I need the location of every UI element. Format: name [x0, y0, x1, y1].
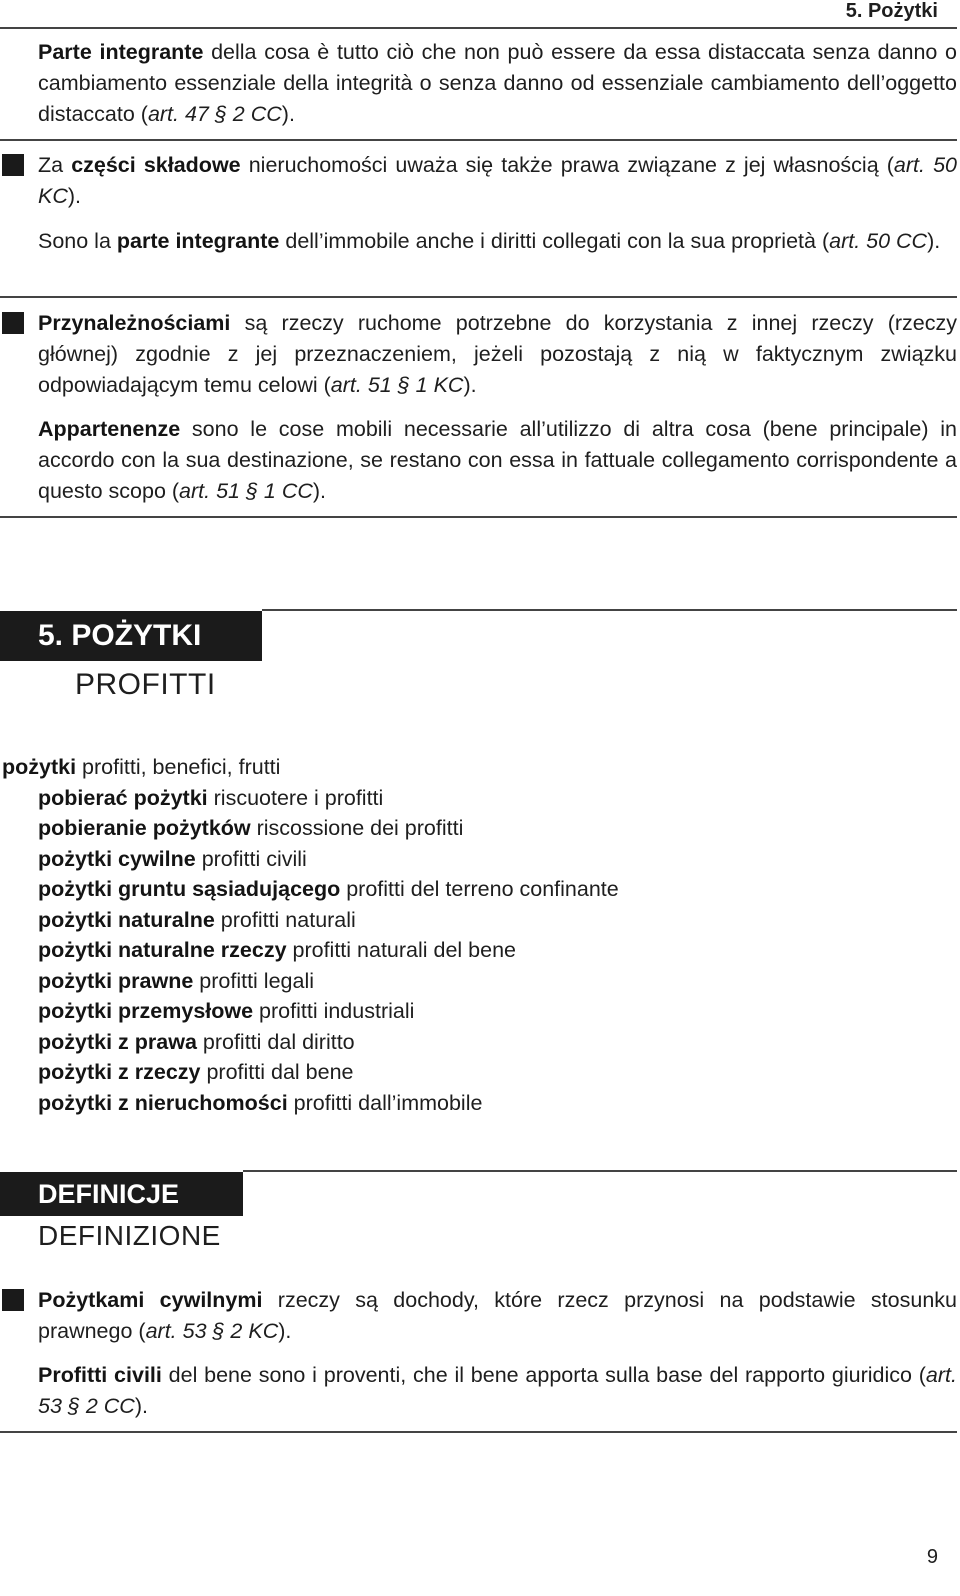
- term-bold: Pożytkami cywilnymi: [38, 1288, 263, 1312]
- glossary-entry: [38, 1027, 355, 1058]
- square-bullet-icon: [2, 312, 24, 334]
- glossary-entry: [38, 813, 463, 844]
- glossary-translation: profitti industriali: [253, 999, 415, 1023]
- glossary-translation: profitti naturali del bene: [286, 938, 517, 962]
- divider: [0, 296, 957, 298]
- term-bold: Parte integrante: [38, 40, 204, 64]
- glossary-term: pobieranie pożytków: [38, 816, 251, 840]
- paragraph-text: sono le cose mobili necessarie all’utilizzo di altra cosa (bene principale) in accordo con la sua destinazione, se restano con essa in fattuale collegamento corrispondente a questo scopo (: [38, 417, 957, 503]
- paragraph-end: ).: [312, 479, 327, 503]
- section-rule: [243, 1170, 957, 1172]
- paragraph-czesci-skladowe: [38, 150, 957, 212]
- article-reference: art. 51 § 1 CC: [179, 479, 313, 503]
- square-bullet-icon: [2, 154, 24, 176]
- divider: [0, 1431, 957, 1433]
- glossary-entry: [38, 874, 619, 905]
- article-reference: art. 51 § 1 KC: [330, 373, 464, 397]
- paragraph-text: del bene sono i proventi, che il bene apporta sulla base del rapporto giuridico (: [161, 1363, 926, 1387]
- glossary-translation: profitti dal diritto: [196, 1030, 355, 1054]
- glossary-translation: profitti civili: [195, 847, 307, 871]
- glossary-entry: [38, 783, 383, 814]
- glossary-term: pożytki z rzeczy: [38, 1060, 201, 1084]
- definitions-title: DEFINICJE: [0, 1172, 243, 1216]
- paragraph-prefix: Sono la: [38, 229, 117, 253]
- glossary-term: pożytki gruntu sąsiadującego: [38, 877, 341, 901]
- paragraph-end: ).: [67, 184, 82, 208]
- glossary-term: pożytki przemysłowe: [38, 999, 254, 1023]
- article-reference: art. 53 § 2 KC: [145, 1319, 279, 1343]
- glossary-term: pożytki naturalne rzeczy: [38, 938, 287, 962]
- glossary-translation: profitti naturali: [214, 908, 356, 932]
- paragraph-prefix: Za: [38, 153, 72, 177]
- glossary-term: pożytki: [2, 755, 77, 779]
- term-bold: parte integrante: [116, 229, 280, 253]
- glossary-translation: profitti dal bene: [200, 1060, 354, 1084]
- paragraph-text: nieruchomości uważa się także prawa związane z jej własnością (: [240, 153, 894, 177]
- divider: [0, 516, 957, 518]
- article-reference: art. 53 § 2 CC: [38, 1363, 957, 1418]
- glossary-entry: [38, 935, 516, 966]
- glossary-entry: [38, 844, 307, 875]
- glossary-entry: [38, 1088, 482, 1119]
- paragraph-appartenenze: [38, 414, 957, 507]
- article-reference: art. 50 CC: [829, 229, 928, 253]
- paragraph-parte-integrante-immobile: [38, 226, 957, 257]
- glossary-translation: profitti legali: [193, 969, 315, 993]
- term-bold: Appartenenze: [38, 417, 181, 441]
- section-title: 5. POŻYTKI: [0, 611, 262, 661]
- paragraph-end: ).: [134, 1394, 148, 1418]
- divider: [0, 139, 957, 141]
- term-bold: Przynależnościami: [38, 311, 231, 335]
- glossary-term: pożytki cywilne: [38, 847, 196, 871]
- paragraph-end: ).: [281, 102, 295, 126]
- glossary-translation: profitti, benefici, frutti: [76, 755, 281, 779]
- header-rule: [0, 27, 957, 29]
- definitions-subtitle: DEFINIZIONE: [38, 1220, 221, 1251]
- glossary-term: pożytki prawne: [38, 969, 194, 993]
- glossary-entry: [38, 966, 314, 997]
- paragraph-end: ).: [278, 1319, 292, 1343]
- paragraph-profitti-civili: [38, 1360, 957, 1422]
- glossary-term: pożytki z prawa: [38, 1030, 197, 1054]
- term-bold: części składowe: [71, 153, 241, 177]
- glossary-term: pożytki z nieruchomości: [38, 1091, 288, 1115]
- glossary-translation: riscuotere i profitti: [207, 786, 384, 810]
- article-reference: art. 50 KC: [38, 153, 957, 208]
- glossary-term: pożytki naturalne: [38, 908, 215, 932]
- glossary-translation: riscossione dei profitti: [250, 816, 464, 840]
- paragraph-end: ).: [463, 373, 477, 397]
- paragraph-pozytki-cywilne: [38, 1285, 957, 1347]
- glossary-translation: profitti dall’immobile: [287, 1091, 483, 1115]
- paragraph-end: ).: [927, 229, 941, 253]
- paragraph-parte-integrante: [38, 37, 957, 130]
- paragraph-przynaleznosci: [38, 308, 957, 401]
- paragraph-text: rzeczy są dochody, które rzecz przynosi na podstawie stosunku prawnego (: [38, 1288, 957, 1343]
- term-bold: Profitti civili: [38, 1363, 162, 1387]
- paragraph-text: dell’immobile anche i diritti collegati con la sua proprietà (: [279, 229, 830, 253]
- glossary-entry: [38, 1057, 354, 1088]
- article-reference: art. 47 § 2 CC: [147, 102, 282, 126]
- square-bullet-icon: [2, 1289, 24, 1311]
- running-header: 5. Pożytki: [845, 0, 938, 22]
- paragraph-text: są rzeczy ruchome potrzebne do korzystania z innej rzeczy (rzeczy głównej) zgodnie z jej przeznaczeniem, jeżeli pozostają z nią w faktycznym związku odpowiadającym temu celowi (: [38, 311, 957, 397]
- paragraph-text: della cosa è tutto ciò che non può essere da essa distaccata senza danno o cambiamento essenziale della integrità o senza danno od essenziale cambiamento dell’oggetto distaccato (: [38, 40, 958, 126]
- glossary-term: pobierać pożytki: [38, 786, 208, 810]
- section-rule: [262, 609, 957, 611]
- glossary-translation: profitti del terreno confinante: [340, 877, 619, 901]
- glossary-entry: [38, 996, 414, 1027]
- section-subtitle: PROFITTI: [75, 668, 216, 701]
- page-number: 9: [926, 1546, 938, 1568]
- glossary-entry: [38, 905, 356, 936]
- glossary-main-term: [2, 752, 280, 783]
